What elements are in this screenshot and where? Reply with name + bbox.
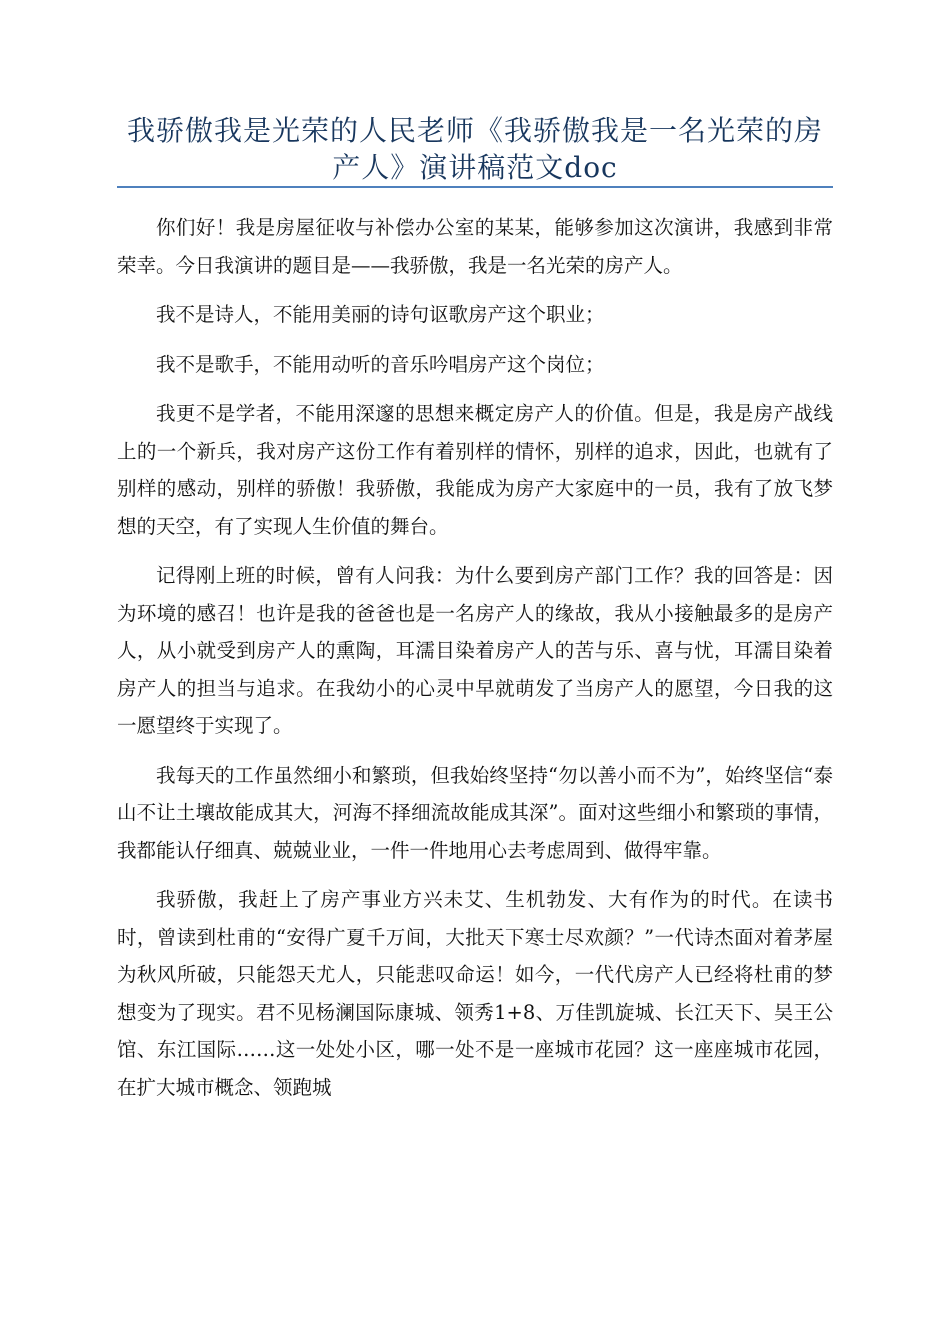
paragraph-first-job: 记得刚上班的时候，曾有人问我：为什么要到房产部门工作？我的回答是：因为环境的感召！也许是我的爸爸也是一名房产人的缘故，我从小接触最多的是房产人，从小就受到房产人的熏陶，耳濡目染着房产人的苦与乐、喜与忧，耳濡目染着房产人的担当与追求。在我幼小的心灵中早就萌发了当房产人的愿望，今日我的这一愿望终于实现了。 — [117, 564, 833, 737]
paragraph-era: 我骄傲，我赶上了房产事业方兴未艾、生机勃发、大有作为的时代。在读书时，曾读到杜甫的“安得广夏千万间，大批天下寒士尽欢颜？”一代诗杰面对着茅屋为秋风所破，只能怨天尤人，只能悲叹命运！如今，一代代房产人已经将杜甫的梦想变为了现实。君不见杨澜国际康城、领秀1+8、万佳凯旋城、长江天下、吴王公馆、东江国际……这一处处小区，哪一处不是一座城市花园？这一座座城市花园，在扩大城市概念、领跑城 — [117, 888, 833, 1099]
title-divider — [117, 186, 833, 188]
paragraph-not-poet: 我不是诗人，不能用美丽的诗句讴歌房产这个职业； — [156, 303, 605, 326]
paragraph-daily-work: 我每天的工作虽然细小和繁琐，但我始终坚持“勿以善小而不为”，始终坚信“泰山不让土壤故能成其大，河海不择细流故能成其深”。面对这些细小和繁琐的事情，我都能认仔细真、兢兢业业，一件一件地用心去考虑周到、做得牢靠。 — [117, 763, 833, 862]
document-title: 我骄傲我是光荣的人民老师《我骄傲我是一名光荣的房产人》演讲稿范文doc — [126, 114, 823, 184]
paragraph-not-scholar: 我更不是学者，不能用深邃的思想来概定房产人的价值。但是，我是房产战线上的一个新兵，我对房产这份工作有着别样的情怀，别样的追求，因此，也就有了别样的感动，别样的骄傲！我骄傲，我能成为房产大家庭中的一员，我有了放飞梦想的天空，有了实现人生价值的舞台。 — [117, 402, 833, 538]
document-body — [117, 209, 833, 1118]
paragraph-not-singer: 我不是歌手，不能用动听的音乐吟唱房产这个岗位； — [156, 352, 605, 376]
paragraph-greeting: 你们好！我是房屋征收与补偿办公室的某某，能够参加这次演讲，我感到非常荣幸。今日我演讲的题目是——我骄傲，我是一名光荣的房产人。 — [117, 216, 833, 277]
